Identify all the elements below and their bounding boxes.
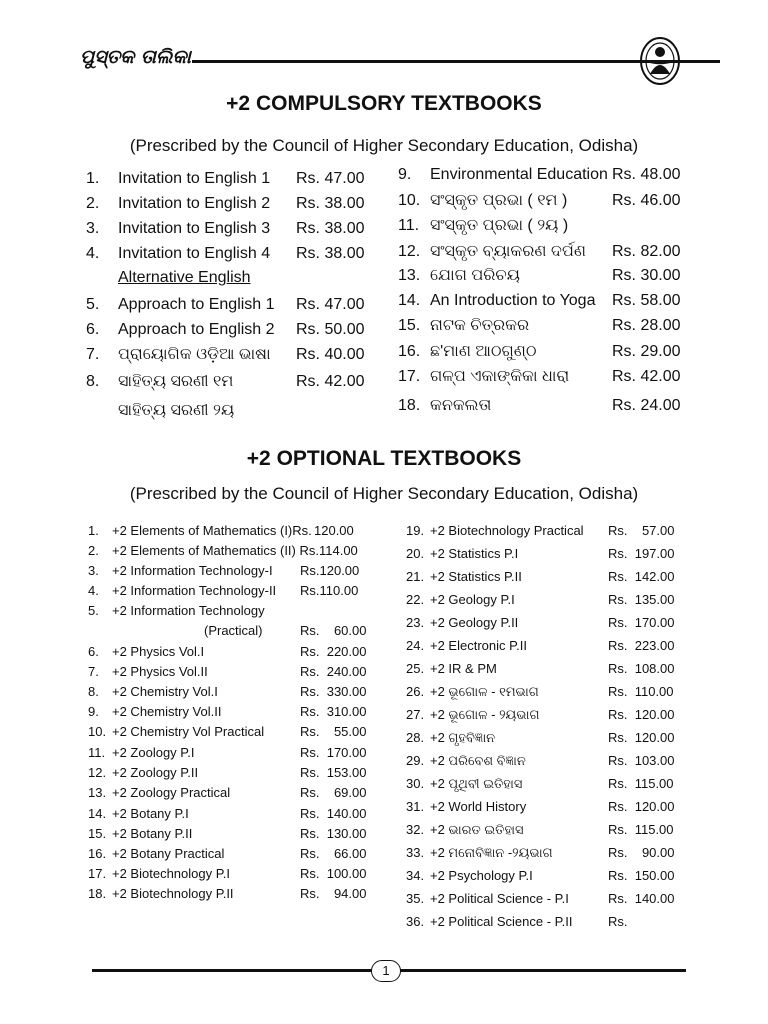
item-price: Rs. 100.00	[300, 866, 367, 881]
item-price: Rs. 115.00	[608, 822, 674, 837]
item-title: ସଂସ୍କୃତ ପ୍ରଭା ( ୧ମ )	[430, 192, 568, 209]
item-number: 15.	[398, 317, 421, 334]
item-title: Alternative English	[118, 269, 251, 286]
item-price: Rs. 135.00	[608, 592, 675, 607]
item-price: Rs. 38.00	[296, 220, 365, 237]
compulsory-title: +2 COMPULSORY TEXTBOOKS	[226, 92, 542, 115]
item-number: 5.	[88, 603, 99, 618]
item-title: +2 Zoology Practical	[112, 785, 231, 800]
item-price: Rs. 115.00	[608, 776, 674, 791]
item-number: 18.	[88, 886, 107, 901]
item-number: 16.	[88, 846, 107, 861]
item-title: +2 Statistics P.II	[430, 569, 522, 584]
item-number: 24.	[406, 638, 425, 653]
item-number: 3.	[86, 220, 100, 237]
item-price: Rs. 48.00	[612, 166, 681, 183]
item-price: Rs. 120.00	[608, 707, 675, 722]
item-title: Environmental Education	[430, 166, 608, 183]
item-price: Rs. 140.00	[300, 806, 367, 821]
item-title: +2 Information Technology-I	[112, 563, 273, 578]
item-title: କନକଲତା	[430, 397, 492, 414]
item-number: 11.	[88, 745, 106, 760]
item-price: Rs. 46.00	[612, 192, 681, 209]
item-title: (Practical)	[204, 623, 263, 638]
item-price: Rs. 330.00	[300, 684, 367, 699]
item-price: Rs. 60.00	[300, 623, 367, 638]
item-title: +2 Psychology P.I	[430, 868, 533, 883]
item-title: +2 ଭୂଗୋଳ - ୨ୟଭାଗ	[430, 707, 540, 722]
item-price: Rs. 240.00	[300, 664, 367, 679]
item-price: Rs. 220.00	[300, 644, 367, 659]
item-price: Rs. 24.00	[612, 397, 681, 414]
item-title: +2 ଭାରତ ଇତିହାସ	[430, 822, 524, 837]
item-title: ପ୍ରାୟୋଗିକ ଓଡ଼ିଆ ଭାଷା	[118, 346, 271, 363]
item-price: Rs. 223.00	[608, 638, 675, 653]
item-title: +2 Political Science - P.II	[430, 914, 573, 929]
item-price: Rs. 82.00	[612, 243, 681, 260]
item-title: ସଂସ୍କୃତ ବ୍ୟାକରଣ ଦର୍ପଣ	[430, 243, 586, 260]
item-number: 22.	[406, 592, 425, 607]
item-title: +2 World History	[430, 799, 527, 814]
item-title: +2 Information Technology	[112, 603, 265, 618]
item-number: 21.	[406, 569, 425, 584]
item-number: 29.	[406, 753, 425, 768]
item-number: 1.	[88, 523, 99, 538]
item-number: 14.	[88, 806, 107, 821]
item-price: Rs. 153.00	[300, 765, 367, 780]
item-number: 26.	[406, 684, 425, 699]
item-number: 12.	[88, 765, 107, 780]
item-number: 13.	[88, 785, 107, 800]
item-price: Rs. 55.00	[300, 724, 367, 739]
item-price: Rs. 120.00	[608, 730, 675, 745]
item-price: Rs.120.00	[300, 563, 360, 578]
item-title: Invitation to English 4	[118, 245, 271, 262]
item-price: Rs. 69.00	[300, 785, 367, 800]
item-number: 33.	[406, 845, 425, 860]
item-title: +2 Zoology P.II	[112, 765, 199, 780]
item-price: Rs. 29.00	[612, 343, 681, 360]
item-title: +2 Botany P.II	[112, 826, 193, 841]
item-title: +2 Physics Vol.II	[112, 664, 208, 679]
item-title: ଗଳ୍ପ ଏକାଙ୍କିକା ଧାରା	[430, 368, 570, 385]
item-title: +2 Information Technology-II	[112, 583, 277, 598]
item-title: ସାହିତ୍ୟ ସରଣୀ ୧ମ	[118, 373, 234, 390]
item-price: Rs. 57.00	[608, 523, 675, 538]
item-number: 12.	[398, 243, 421, 260]
item-number: 30.	[406, 776, 425, 791]
item-number: 11.	[398, 217, 420, 234]
item-number: 4.	[86, 245, 100, 262]
item-title: +2 Zoology P.I	[112, 745, 195, 760]
item-price: Rs. 310.00	[300, 704, 367, 719]
item-number: 4.	[88, 583, 99, 598]
item-price: Rs. 130.00	[300, 826, 367, 841]
item-number: 27.	[406, 707, 425, 722]
item-price: Rs. 150.00	[608, 868, 675, 883]
item-title: +2 Electronic P.II	[430, 638, 527, 653]
item-price: Rs.	[608, 914, 628, 929]
item-title: Approach to English 2	[118, 321, 275, 338]
item-number: 31.	[406, 799, 425, 814]
optional-subtitle: (Prescribed by the Council of Higher Secondary Education, Odisha)	[129, 484, 639, 503]
item-number: 8.	[86, 373, 100, 390]
item-number: 34.	[406, 868, 425, 883]
item-number: 16.	[398, 343, 421, 360]
item-title: ସଂସ୍କୃତ ପ୍ରଭା ( ୨ୟ )	[430, 217, 569, 234]
item-number: 2.	[86, 195, 100, 212]
item-price: Rs. 103.00	[608, 753, 675, 768]
item-number: 17.	[88, 866, 107, 881]
item-title: +2 Political Science - P.I	[430, 891, 569, 906]
item-title: Invitation to English 1	[118, 170, 271, 187]
item-price: Rs. 40.00	[296, 346, 365, 363]
item-number: 36.	[406, 914, 425, 929]
item-price: Rs. 170.00	[300, 745, 367, 760]
item-number: 3.	[88, 563, 99, 578]
item-price: Rs. 142.00	[608, 569, 675, 584]
item-title: An Introduction to Yoga	[430, 292, 596, 309]
item-price: Rs. 197.00	[608, 546, 675, 561]
item-price: Rs. 90.00	[608, 845, 675, 860]
item-number: 9.	[398, 166, 412, 183]
item-title: +2 Biotechnology P.II	[112, 886, 234, 901]
item-title: +2 Chemistry Vol.I	[112, 684, 218, 699]
item-number: 28.	[406, 730, 425, 745]
item-number: 10.	[88, 724, 107, 739]
item-number: 20.	[406, 546, 425, 561]
item-title: ସାହିତ୍ୟ ସରଣୀ ୨ୟ	[118, 402, 235, 419]
item-number: 17.	[398, 368, 421, 385]
item-number: 7.	[86, 346, 100, 363]
item-price: Rs. 47.00	[296, 170, 365, 187]
item-price: Rs. 47.00	[296, 296, 365, 313]
item-title: +2 Geology P.II	[430, 615, 519, 630]
item-title: ଯୋଗ ପରିଚୟ	[430, 267, 520, 284]
item-title: +2 Botany P.I	[112, 806, 189, 821]
item-number: 2.	[88, 543, 99, 558]
item-title: +2 Chemistry Vol Practical	[112, 724, 265, 739]
item-price: Rs. 110.00	[608, 684, 674, 699]
item-title: +2 Biotechnology Practical	[430, 523, 584, 538]
item-number: 14.	[398, 292, 421, 309]
page-header	[80, 36, 688, 86]
page-number: 1	[371, 960, 401, 982]
item-title: +2 Physics Vol.I	[112, 644, 205, 659]
item-title: +2 Statistics P.I	[430, 546, 519, 561]
item-number: 23.	[406, 615, 425, 630]
item-title: +2 Biotechnology P.I	[112, 866, 230, 881]
item-number: 35.	[406, 891, 425, 906]
item-number: 25.	[406, 661, 425, 676]
item-price: 120.00	[314, 523, 354, 538]
item-title: +2 ମନୋବିଜ୍ଞାନ -୨ୟଭାଗ	[430, 845, 553, 860]
emblem-icon	[638, 36, 682, 86]
item-title: Invitation to English 2	[118, 195, 271, 212]
item-title: +2 ପୃଥିବୀ ଇତିହାସ	[430, 776, 523, 791]
item-price: Rs. 66.00	[300, 846, 367, 861]
item-title: Approach to English 1	[118, 296, 275, 313]
item-number: 18.	[398, 397, 421, 414]
item-price: Rs. 38.00	[296, 195, 365, 212]
item-price: Rs. 42.00	[612, 368, 681, 385]
item-price: Rs. 28.00	[612, 317, 681, 334]
item-number: 1.	[86, 170, 100, 187]
item-price: Rs. 38.00	[296, 245, 365, 262]
item-number: 32.	[406, 822, 425, 837]
item-title: +2 Chemistry Vol.II	[112, 704, 222, 719]
item-price: Rs. 42.00	[296, 373, 365, 390]
item-price: Rs. 94.00	[300, 886, 367, 901]
item-title: +2 IR & PM	[430, 661, 497, 676]
item-price: Rs. 58.00	[612, 292, 681, 309]
item-title: +2 ଗୃହବିଜ୍ଞାନ	[430, 730, 496, 745]
item-number: 13.	[398, 267, 421, 284]
item-price: Rs. 30.00	[612, 267, 681, 284]
item-title: Invitation to English 3	[118, 220, 271, 237]
item-title: ଛ'ମାଣ ଆଠଗୁଣ୍ଠ	[430, 343, 537, 360]
header-title: ପୁସ୍ତକ ତାଲିକା	[80, 46, 191, 68]
item-price: Rs. 140.00	[608, 891, 675, 906]
item-number: 10.	[398, 192, 421, 209]
item-price: Rs. 50.00	[296, 321, 365, 338]
item-number: 5.	[86, 296, 100, 313]
compulsory-subtitle: (Prescribed by the Council of Higher Secondary Education, Odisha)	[129, 136, 639, 155]
item-price: Rs.110.00	[300, 583, 359, 598]
item-number: 15.	[88, 826, 107, 841]
item-number: 6.	[86, 321, 100, 338]
item-title: +2 ପରିବେଶ ବିଜ୍ଞାନ	[430, 753, 526, 768]
item-number: 6.	[88, 644, 99, 659]
item-price: Rs. 170.00	[608, 615, 675, 630]
item-number: 19.	[406, 523, 425, 538]
optional-title: +2 OPTIONAL TEXTBOOKS	[246, 447, 522, 470]
item-title: +2 Elements of Mathematics (I)Rs.	[112, 523, 312, 538]
item-title: +2 Elements of Mathematics (II) Rs.114.00	[112, 543, 358, 558]
item-title: +2 Geology P.I	[430, 592, 515, 607]
item-price: Rs. 120.00	[608, 799, 675, 814]
item-title: +2 Botany Practical	[112, 846, 225, 861]
item-number: 8.	[88, 684, 99, 699]
item-number: 7.	[88, 664, 99, 679]
item-price: Rs. 108.00	[608, 661, 675, 676]
item-number: 9.	[88, 704, 99, 719]
item-title: +2 ଭୂଗୋଳ - ୧ମଭାଗ	[430, 684, 539, 699]
item-title: ନାଟକ ଚିତ୍ରକର	[430, 317, 530, 334]
